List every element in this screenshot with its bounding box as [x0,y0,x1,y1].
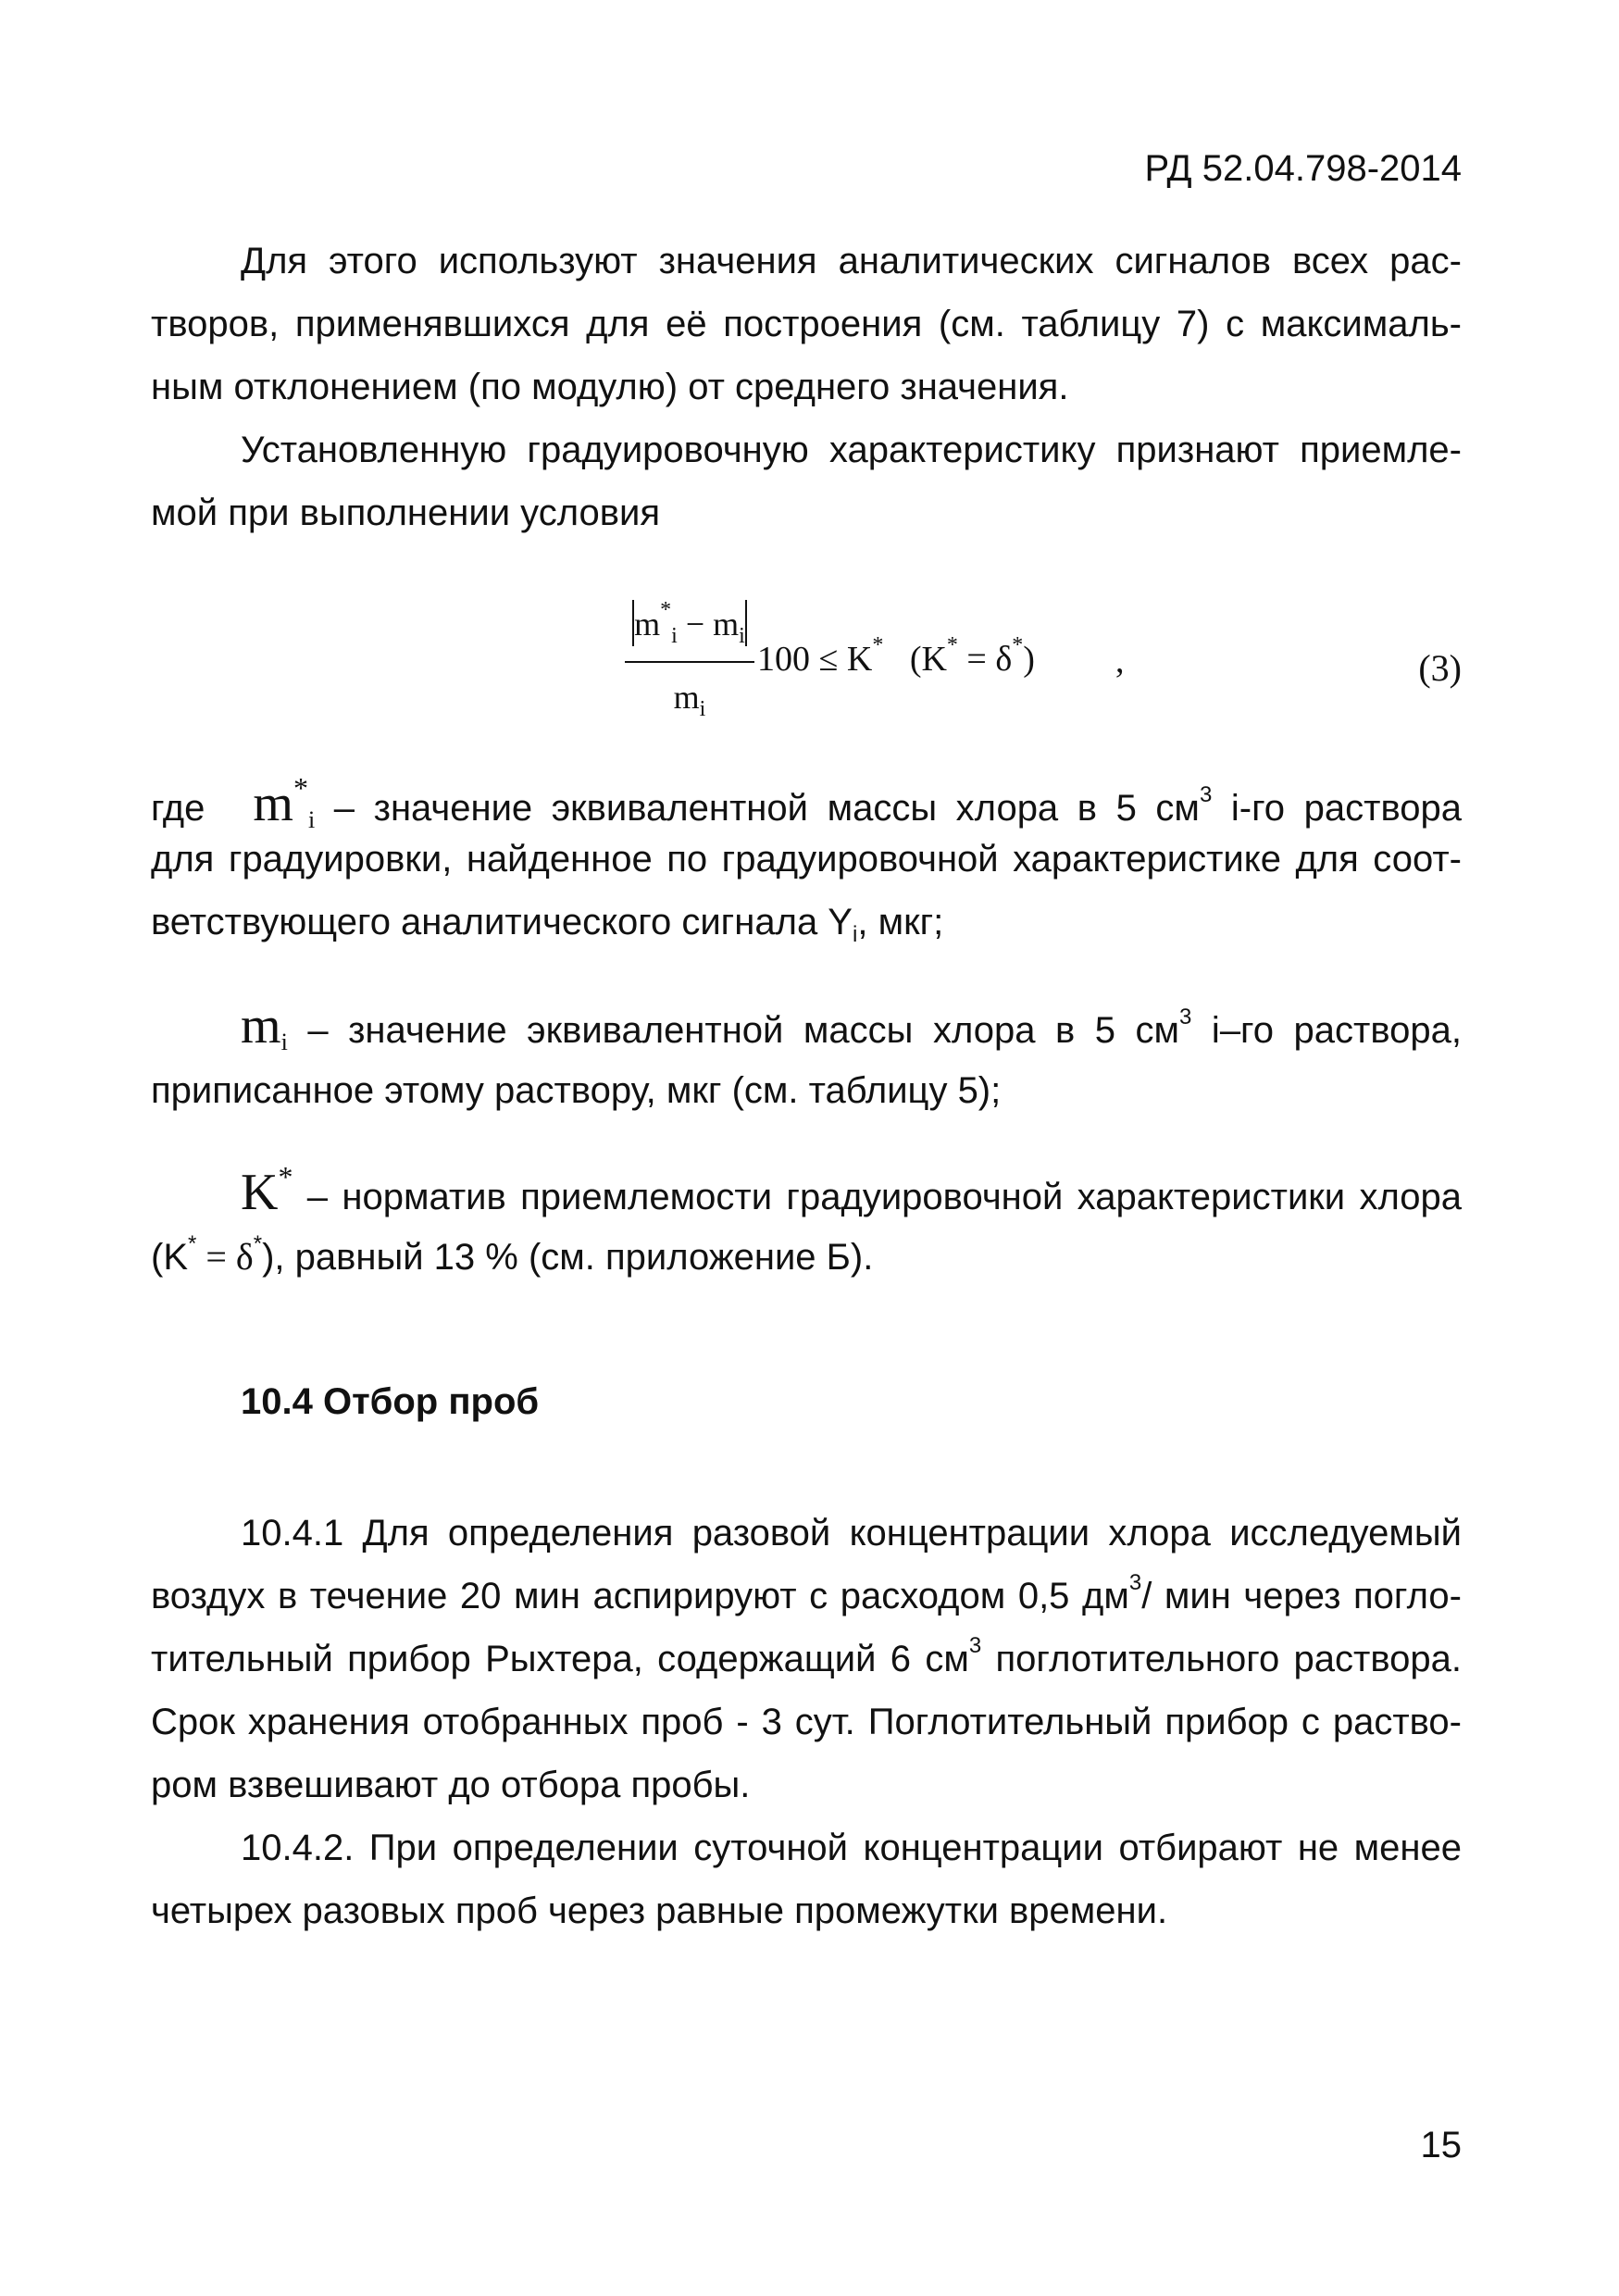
formula-3 [0,593,1619,731]
p1041-line5: ром взвешивают до отбора пробы. [151,1765,751,1805]
formula-denominator: $m_i$ [673,679,706,721]
para1-line1: Для этого используют значения аналитических сигналов всех рас- [241,241,1462,281]
where-def1-line1: где $m^*_i$ – значение эквивалентной массы хлора в 5 $см^3$ i-го раствора [151,771,1462,833]
formula-condition: 100 ≤ K* (K* = δ*) [757,633,1035,679]
formula-fraction [625,593,754,731]
where-def3-line2: (K* = δ*), равный 13 % (см. приложение Б). [151,1231,874,1278]
section-heading: 10.4 Отбор проб [241,1381,540,1422]
formula-numerator: $m^*_i - m_i$ [634,598,745,648]
formula-number: (3) [1418,647,1462,689]
para1-line3: ным отклонением (по модулю) от среднего значения. [151,367,1069,407]
document-code: РД 52.04.798-2014 [1144,148,1462,189]
where-def1-line2: для градуировки, найденное по градуировочной характеристике для соот- [151,839,1462,880]
p1041-line4: Срок хранения отобранных проб - 3 сут. Поглотительный прибор с раство- [151,1702,1462,1742]
p1042-line2: четырех разовых проб через равные промежутки времени. [151,1890,1168,1931]
p1041-line3: тительный прибор Рыхтера, содержащий 6 $см^3$ поглотительного раствора. [151,1633,1463,1679]
para2-line2: мой при выполнении условия [151,493,660,533]
where-def2-line2: приписанное этому раствору, мкг (см. таблицу 5); [151,1070,1002,1111]
formula-comma: , [1115,642,1125,680]
page-number: 15 [1420,2125,1462,2165]
p1041-line2: воздух в течение 20 мин аспирируют с расходом 0,5 $дм^3/$ мин через погло- [151,1570,1462,1616]
para1-line2: творов, применявшихся для её построения (см. таблицу 7) с максималь- [151,304,1462,344]
formula-fraction-line [625,661,754,663]
para2-line1: Установленную градуировочную характеристику признают приемле- [241,430,1462,470]
p1041-line1: 10.4.1 Для определения разовой концентрации хлора исследуемый [241,1513,1462,1554]
where-def2-line1: $m_i$ – значение эквивалентной массы хлора в 5 $см^3$ i–го раствора, [241,997,1463,1055]
where-def1-line3: ветствующего аналитического сигнала $Y_i$, мкг; [151,902,944,947]
where-def3-line1: K* – норматив приемлемости градуировочной характеристики хлора [241,1160,1462,1221]
p1042-line1: 10.4.2. При определении суточной концентрации отбирают не менее [241,1828,1462,1868]
